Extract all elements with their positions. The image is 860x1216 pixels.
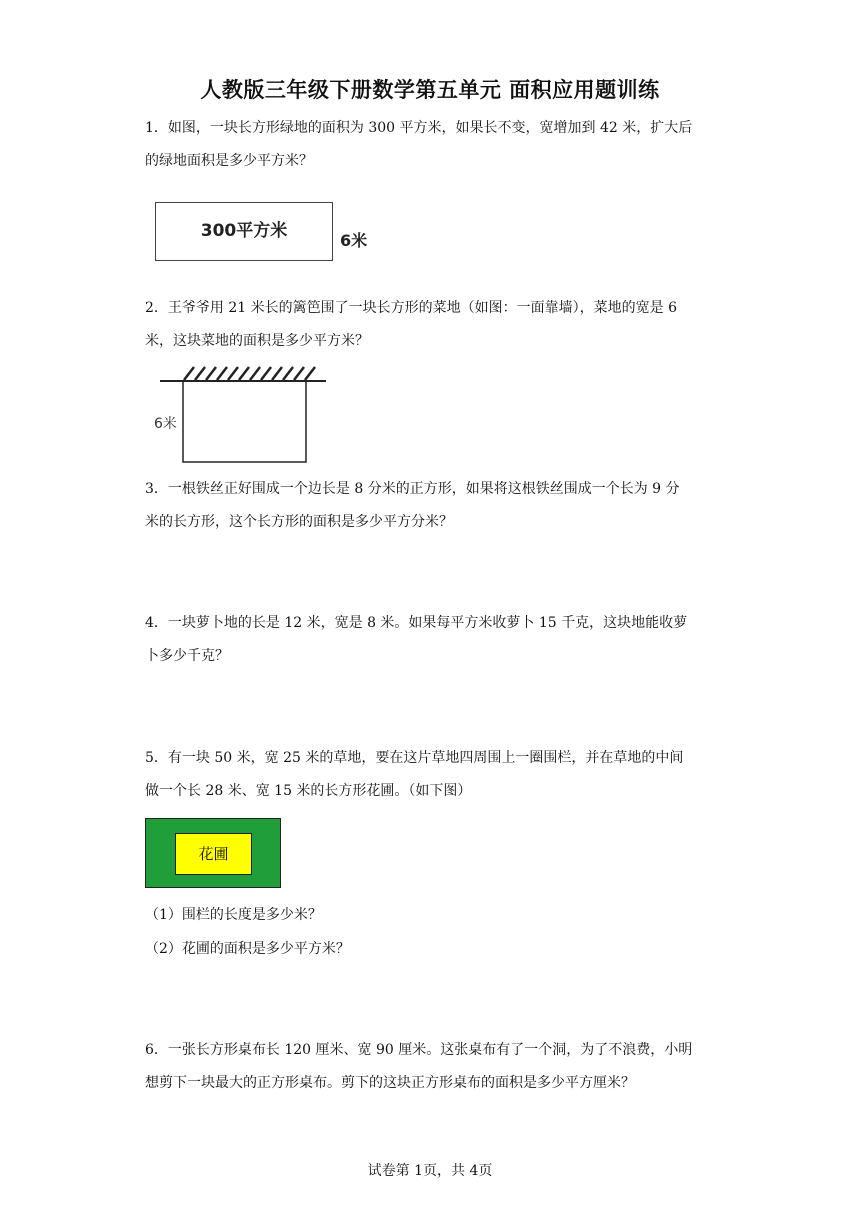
question-5-sub-1: （1）围栏的长度是多少米？ (145, 907, 322, 923)
question-2-line-1: 2．王爷爷用 21 米长的篱笆围了一块长方形的菜地（如图：一面靠墙），菜地的宽是 6 (145, 300, 677, 316)
question-4-line-1: 4．一块萝卜地的长是 12 米，宽是 8 米。如果每平方米收萝卜 15 千克，这块地能收萝 (145, 615, 688, 631)
page-title: 人教版三年级下册数学第五单元 面积应用题训练 (200, 78, 660, 102)
question-2-line-2: 米，这块菜地的面积是多少平方米？ (145, 333, 369, 349)
question-3-line-2: 米的长方形，这个长方形的面积是多少平方分米？ (145, 514, 453, 530)
flower-bed-label: 花圃 (198, 845, 229, 863)
wall-hatching (184, 367, 315, 380)
page-footer: 试卷第 1页，共 4页 (367, 1163, 493, 1179)
width-label: 6米 (340, 231, 368, 250)
question-5-line-1: 5．有一块 50 米，宽 25 米的草地，要在这片草地四周围上一圈围栏，并在草地的中间 (145, 750, 684, 766)
area-label: 300平方米 (200, 221, 288, 241)
question-3-line-1: 3．一根铁丝正好围成一个边长是 8 分米的正方形，如果将这根铁丝围成一个长为 9 分 (145, 481, 680, 497)
question-6-line-2: 想剪下一块最大的正方形桌布。剪下的这块正方形桌布的面积是多少平方厘米？ (145, 1075, 635, 1091)
vegetable-plot-diagram (150, 360, 340, 470)
question-6-line-1: 6．一张长方形桌布长 120 厘米、宽 90 厘米。这张桌布有了一个洞，为了不浪费，小明 (145, 1042, 693, 1058)
question-5-sub-2: （2）花圃的面积是多少平方米？ (145, 941, 350, 957)
question-5-line-2: 做一个长 28 米、宽 15 米的长方形花圃。（如下图） (145, 783, 472, 799)
plot-width-label: 6米 (154, 416, 177, 432)
question-4-line-2: 卜多少千克？ (145, 648, 229, 664)
question-1-line-2: 的绿地面积是多少平方米？ (145, 153, 313, 169)
vegetable-plot-rectangle (183, 381, 306, 462)
question-1-line-1: 1．如图，一块长方形绿地的面积为 300 平方米，如果长不变，宽增加到 42 米，扩大后 (145, 120, 693, 136)
